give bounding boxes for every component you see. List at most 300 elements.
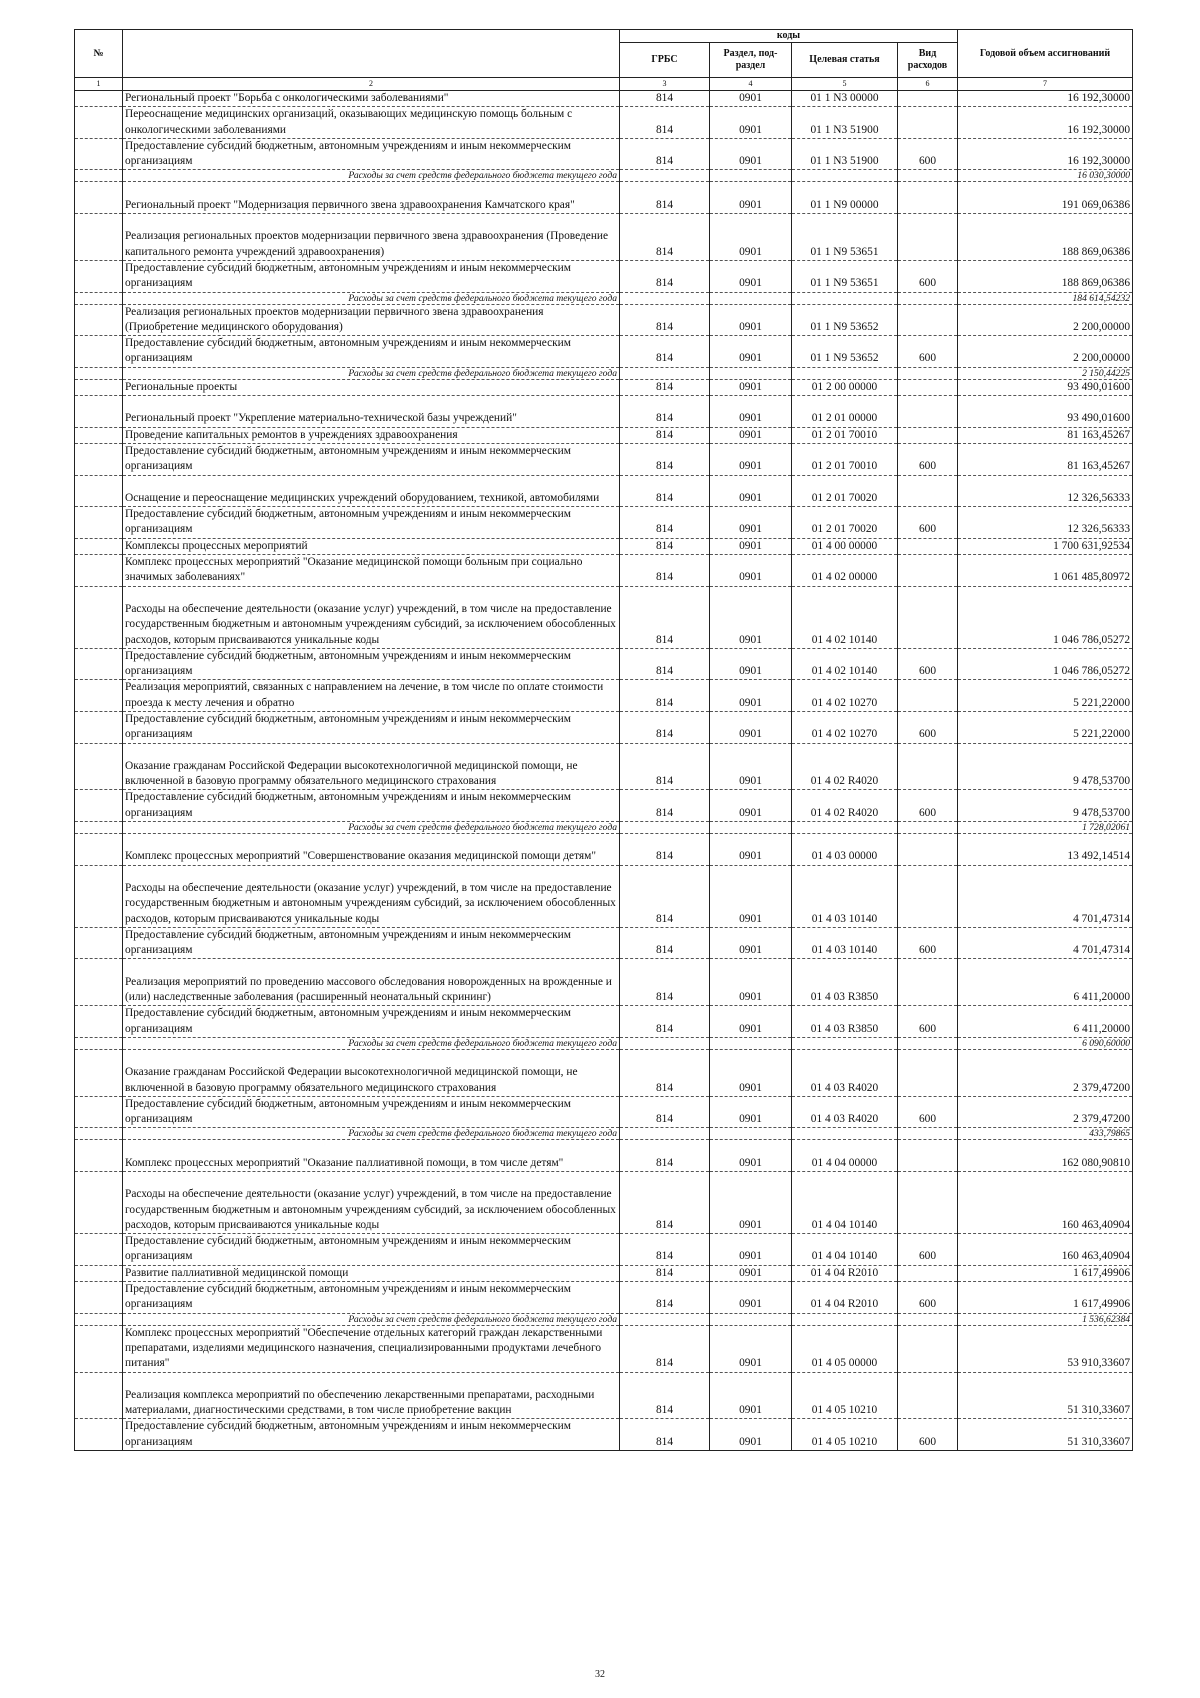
target-code: 01 4 04 00000 — [792, 1140, 898, 1172]
expense-name: Предоставление субсидий бюджетным, автономным учреждениям и иным некоммерческим организациям — [123, 927, 620, 959]
annual-amount: 1 046 786,05272 — [958, 586, 1133, 648]
num-cell — [75, 214, 123, 261]
target-code: 01 4 03 10140 — [792, 927, 898, 959]
expense-type-code — [898, 834, 958, 866]
expense-name: Региональные проекты — [123, 379, 620, 395]
expense-name: Оснащение и переоснащение медицинских учреждений оборудованием, техникой, автомобилями — [123, 475, 620, 507]
target-cell — [792, 292, 898, 304]
budget-sheet — [74, 29, 1133, 1451]
annual-amount: 9 478,53700 — [958, 790, 1133, 822]
annual-amount: 2 200,00000 — [958, 336, 1133, 368]
expense-type-cell — [898, 367, 958, 379]
grbs-code: 814 — [620, 427, 710, 443]
target-code: 01 4 03 R3850 — [792, 1006, 898, 1038]
section-code: 0901 — [710, 1096, 792, 1128]
expense-type-code — [898, 1372, 958, 1419]
expense-name: Предоставление субсидий бюджетным, автономным учреждениям и иным некоммерческим организациям — [123, 1282, 620, 1314]
target-code: 01 4 02 00000 — [792, 555, 898, 587]
grbs-code: 814 — [620, 1265, 710, 1281]
annual-amount: 1 700 631,92534 — [958, 538, 1133, 554]
annual-amount: 2 200,00000 — [958, 304, 1133, 336]
table-row — [75, 138, 1133, 170]
annual-amount: 16 192,30000 — [958, 138, 1133, 170]
section-cell — [710, 1037, 792, 1049]
grbs-code: 814 — [620, 865, 710, 927]
target-code: 01 4 04 10140 — [792, 1172, 898, 1234]
federal-funds-row — [75, 292, 1133, 304]
section-code: 0901 — [710, 1265, 792, 1281]
num-cell — [75, 790, 123, 822]
table-row — [75, 1172, 1133, 1234]
section-code: 0901 — [710, 138, 792, 170]
table-row — [75, 1140, 1133, 1172]
section-code: 0901 — [710, 834, 792, 866]
grbs-code: 814 — [620, 1006, 710, 1038]
table-row — [75, 304, 1133, 336]
expense-type-code — [898, 304, 958, 336]
expense-name: Предоставление субсидий бюджетным, автономным учреждениям и иным некоммерческим организациям — [123, 1419, 620, 1451]
section-code: 0901 — [710, 538, 792, 554]
grbs-code: 814 — [620, 1172, 710, 1234]
grbs-code: 814 — [620, 555, 710, 587]
target-code: 01 4 03 10140 — [792, 865, 898, 927]
section-code: 0901 — [710, 927, 792, 959]
section-code: 0901 — [710, 1140, 792, 1172]
expense-type-code — [898, 396, 958, 428]
expense-name: Расходы на обеспечение деятельности (оказание услуг) учреждений, в том числе на предоставление государственным бюджетным и автономным учреждениям субсидий, за исключением обособленных расходов, которым присваиваются уникальные коды — [123, 586, 620, 648]
target-code: 01 1 N3 51900 — [792, 107, 898, 139]
grbs-code: 814 — [620, 443, 710, 475]
header-codes-group: коды — [620, 30, 958, 43]
target-code: 01 4 02 10270 — [792, 680, 898, 712]
grbs-code: 814 — [620, 648, 710, 680]
section-code: 0901 — [710, 1419, 792, 1451]
table-row — [75, 475, 1133, 507]
table-row — [75, 959, 1133, 1006]
expense-name: Предоставление субсидий бюджетным, автономным учреждениям и иным некоммерческим организациям — [123, 1096, 620, 1128]
num-cell — [75, 182, 123, 214]
section-code: 0901 — [710, 214, 792, 261]
section-code: 0901 — [710, 1049, 792, 1096]
expense-type-cell — [898, 170, 958, 182]
grbs-code: 814 — [620, 711, 710, 743]
target-code: 01 4 04 R2010 — [792, 1265, 898, 1281]
grbs-cell — [620, 1313, 710, 1325]
section-code: 0901 — [710, 443, 792, 475]
expense-name: Предоставление субсидий бюджетным, автономным учреждениям и иным некоммерческим организациям — [123, 648, 620, 680]
grbs-code: 814 — [620, 396, 710, 428]
annual-amount: 6 411,20000 — [958, 959, 1133, 1006]
federal-funds-amount: 1 728,02061 — [958, 822, 1133, 834]
target-cell — [792, 822, 898, 834]
target-cell — [792, 1128, 898, 1140]
page-number: 32 — [595, 1669, 605, 1680]
federal-funds-row — [75, 170, 1133, 182]
expense-name: Оказание гражданам Российской Федерации высокотехнологичной медицинской помощи, не включенной в базовую программу обязательного медицинского страхования — [123, 743, 620, 790]
expense-type-code — [898, 586, 958, 648]
table-row — [75, 214, 1133, 261]
num-cell — [75, 1419, 123, 1451]
num-cell — [75, 1049, 123, 1096]
annual-amount: 160 463,40904 — [958, 1234, 1133, 1266]
target-cell — [792, 1313, 898, 1325]
federal-funds-label: Расходы за счет средств федерального бюджета текущего года — [123, 822, 620, 834]
header-annual: Годовой объем ассигнований — [958, 30, 1133, 78]
header-section: Раздел, под-раздел — [710, 43, 792, 78]
target-code: 01 2 01 70020 — [792, 475, 898, 507]
num-cell — [75, 367, 123, 379]
num-cell — [75, 260, 123, 292]
grbs-code: 814 — [620, 336, 710, 368]
section-code: 0901 — [710, 865, 792, 927]
federal-funds-label: Расходы за счет средств федерального бюджета текущего года — [123, 367, 620, 379]
header-expense-type: Вид расходов — [898, 43, 958, 78]
grbs-code: 814 — [620, 379, 710, 395]
table-row — [75, 1325, 1133, 1372]
table-row — [75, 1372, 1133, 1419]
table-row — [75, 743, 1133, 790]
expense-name: Региональный проект "Модернизация первичного звена здравоохранения Камчатского края" — [123, 182, 620, 214]
target-code: 01 4 02 R4020 — [792, 790, 898, 822]
num-cell — [75, 586, 123, 648]
header-target: Целевая статья — [792, 43, 898, 78]
expense-type-code — [898, 865, 958, 927]
table-row — [75, 680, 1133, 712]
num-cell — [75, 1372, 123, 1419]
section-code: 0901 — [710, 711, 792, 743]
target-code: 01 4 00 00000 — [792, 538, 898, 554]
grbs-code: 814 — [620, 1372, 710, 1419]
expense-name: Оказание гражданам Российской Федерации высокотехнологичной медицинской помощи, не включенной в базовую программу обязательного медицинского страхования — [123, 1049, 620, 1096]
grbs-cell — [620, 822, 710, 834]
annual-amount: 51 310,33607 — [958, 1372, 1133, 1419]
expense-name: Предоставление субсидий бюджетным, автономным учреждениям и иным некоммерческим организациям — [123, 1234, 620, 1266]
table-row — [75, 1006, 1133, 1038]
num-cell — [75, 107, 123, 139]
section-code: 0901 — [710, 396, 792, 428]
table-row — [75, 336, 1133, 368]
section-code: 0901 — [710, 586, 792, 648]
table-row — [75, 790, 1133, 822]
table-row — [75, 555, 1133, 587]
num-cell — [75, 834, 123, 866]
num-cell — [75, 822, 123, 834]
target-cell — [792, 367, 898, 379]
col-number: 6 — [898, 78, 958, 91]
num-cell — [75, 1282, 123, 1314]
target-code: 01 1 N9 53652 — [792, 336, 898, 368]
target-code: 01 4 03 R4020 — [792, 1096, 898, 1128]
annual-amount: 6 411,20000 — [958, 1006, 1133, 1038]
section-cell — [710, 292, 792, 304]
expense-type-code — [898, 91, 958, 107]
table-body — [75, 91, 1133, 1451]
table-row — [75, 648, 1133, 680]
num-cell — [75, 91, 123, 107]
section-code: 0901 — [710, 336, 792, 368]
expense-type-code — [898, 1140, 958, 1172]
annual-amount: 1 061 485,80972 — [958, 555, 1133, 587]
expense-type-code — [898, 1325, 958, 1372]
section-code: 0901 — [710, 1172, 792, 1234]
expense-name: Реализация региональных проектов модернизации первичного звена здравоохранения (Проведение капитального ремонта учреждений здравоохранения) — [123, 214, 620, 261]
expense-type-code — [898, 555, 958, 587]
expense-type-code — [898, 475, 958, 507]
target-code: 01 4 05 00000 — [792, 1325, 898, 1372]
expense-type-cell — [898, 1313, 958, 1325]
grbs-cell — [620, 170, 710, 182]
expense-name: Переоснащение медицинских организаций, оказывающих медицинскую помощь больным с онкологическими заболеваниями — [123, 107, 620, 139]
expense-type-code: 600 — [898, 1006, 958, 1038]
expense-type-code — [898, 743, 958, 790]
federal-funds-label: Расходы за счет средств федерального бюджета текущего года — [123, 1037, 620, 1049]
target-code: 01 4 02 10140 — [792, 586, 898, 648]
num-cell — [75, 1265, 123, 1281]
section-code: 0901 — [710, 182, 792, 214]
target-code: 01 2 01 70010 — [792, 443, 898, 475]
expense-type-code: 600 — [898, 1096, 958, 1128]
section-cell — [710, 367, 792, 379]
grbs-code: 814 — [620, 91, 710, 107]
num-cell — [75, 1140, 123, 1172]
annual-amount: 53 910,33607 — [958, 1325, 1133, 1372]
annual-amount: 5 221,22000 — [958, 711, 1133, 743]
expense-name: Предоставление субсидий бюджетным, автономным учреждениям и иным некоммерческим организациям — [123, 260, 620, 292]
table-row — [75, 427, 1133, 443]
num-cell — [75, 1128, 123, 1140]
annual-amount: 2 379,47200 — [958, 1096, 1133, 1128]
num-cell — [75, 1172, 123, 1234]
expense-type-code: 600 — [898, 927, 958, 959]
expense-type-code — [898, 182, 958, 214]
grbs-code: 814 — [620, 834, 710, 866]
grbs-code: 814 — [620, 304, 710, 336]
table-row — [75, 834, 1133, 866]
section-code: 0901 — [710, 91, 792, 107]
expense-name: Развитие паллиативной медицинской помощи — [123, 1265, 620, 1281]
expense-type-cell — [898, 1037, 958, 1049]
num-cell — [75, 304, 123, 336]
target-code: 01 4 03 R3850 — [792, 959, 898, 1006]
federal-funds-amount: 433,79865 — [958, 1128, 1133, 1140]
grbs-code: 814 — [620, 475, 710, 507]
table-row — [75, 91, 1133, 107]
expense-name: Реализация комплекса мероприятий по обеспечению лекарственными препаратами, расходными материалами, диагностическими средствами, в том числе приобретение вакцин — [123, 1372, 620, 1419]
federal-funds-row — [75, 1037, 1133, 1049]
expense-type-code: 600 — [898, 336, 958, 368]
num-cell — [75, 1313, 123, 1325]
grbs-code: 814 — [620, 1234, 710, 1266]
num-cell — [75, 396, 123, 428]
expense-type-code: 600 — [898, 1282, 958, 1314]
target-code: 01 1 N3 51900 — [792, 138, 898, 170]
annual-amount: 1 046 786,05272 — [958, 648, 1133, 680]
expense-type-code — [898, 959, 958, 1006]
federal-funds-row — [75, 1128, 1133, 1140]
num-cell — [75, 927, 123, 959]
grbs-code: 814 — [620, 927, 710, 959]
section-code: 0901 — [710, 1282, 792, 1314]
num-cell — [75, 336, 123, 368]
col-number: 1 — [75, 78, 123, 91]
annual-amount: 2 379,47200 — [958, 1049, 1133, 1096]
num-cell — [75, 555, 123, 587]
section-code: 0901 — [710, 1006, 792, 1038]
table-row — [75, 927, 1133, 959]
section-code: 0901 — [710, 1325, 792, 1372]
expense-type-code: 600 — [898, 1419, 958, 1451]
expense-name: Проведение капитальных ремонтов в учреждениях здравоохранения — [123, 427, 620, 443]
header-grbs: ГРБС — [620, 43, 710, 78]
num-cell — [75, 743, 123, 790]
grbs-code: 814 — [620, 182, 710, 214]
table-row — [75, 507, 1133, 539]
target-code: 01 4 02 10140 — [792, 648, 898, 680]
federal-funds-row — [75, 1313, 1133, 1325]
grbs-code: 814 — [620, 107, 710, 139]
col-number: 7 — [958, 78, 1133, 91]
target-code: 01 2 01 00000 — [792, 396, 898, 428]
federal-funds-label: Расходы за счет средств федерального бюджета текущего года — [123, 292, 620, 304]
grbs-code: 814 — [620, 1049, 710, 1096]
num-cell — [75, 138, 123, 170]
grbs-cell — [620, 367, 710, 379]
target-code: 01 2 00 00000 — [792, 379, 898, 395]
section-code: 0901 — [710, 790, 792, 822]
section-code: 0901 — [710, 304, 792, 336]
target-cell — [792, 170, 898, 182]
annual-amount: 188 869,06386 — [958, 260, 1133, 292]
target-cell — [792, 1037, 898, 1049]
table-row — [75, 1234, 1133, 1266]
col-number: 3 — [620, 78, 710, 91]
federal-funds-label: Расходы за счет средств федерального бюджета текущего года — [123, 1128, 620, 1140]
expense-type-code: 600 — [898, 260, 958, 292]
annual-amount: 16 192,30000 — [958, 107, 1133, 139]
federal-funds-row — [75, 367, 1133, 379]
grbs-code: 814 — [620, 680, 710, 712]
annual-amount: 1 617,49906 — [958, 1265, 1133, 1281]
expense-type-code — [898, 680, 958, 712]
section-code: 0901 — [710, 1234, 792, 1266]
annual-amount: 81 163,45267 — [958, 427, 1133, 443]
federal-funds-label: Расходы за счет средств федерального бюджета текущего года — [123, 170, 620, 182]
expense-name: Региональный проект "Укрепление материально-технической базы учреждений" — [123, 396, 620, 428]
expense-type-code — [898, 427, 958, 443]
expense-name: Реализация мероприятий по проведению массового обследования новорожденных на врожденные и (или) наследственные заболевания (расширенный неонатальный скрининг) — [123, 959, 620, 1006]
expense-name: Расходы на обеспечение деятельности (оказание услуг) учреждений, в том числе на предоставление государственным бюджетным и автономным учреждениям субсидий, за исключением обособленных расходов, которым присваиваются уникальные коды — [123, 1172, 620, 1234]
target-code: 01 4 05 10210 — [792, 1372, 898, 1419]
grbs-cell — [620, 1037, 710, 1049]
expense-name: Предоставление субсидий бюджетным, автономным учреждениям и иным некоммерческим организациям — [123, 711, 620, 743]
section-code: 0901 — [710, 1372, 792, 1419]
section-code: 0901 — [710, 507, 792, 539]
expense-type-code — [898, 1172, 958, 1234]
expense-name: Комплекс процессных мероприятий "Оказание паллиативной помощи, в том числе детям" — [123, 1140, 620, 1172]
section-code: 0901 — [710, 427, 792, 443]
table-row — [75, 107, 1133, 139]
num-cell — [75, 711, 123, 743]
annual-amount: 16 192,30000 — [958, 91, 1133, 107]
federal-funds-amount: 2 150,44225 — [958, 367, 1133, 379]
col-number: 2 — [123, 78, 620, 91]
num-cell — [75, 427, 123, 443]
federal-funds-amount: 6 090,60000 — [958, 1037, 1133, 1049]
num-cell — [75, 292, 123, 304]
federal-funds-amount: 16 030,30000 — [958, 170, 1133, 182]
grbs-code: 814 — [620, 1096, 710, 1128]
grbs-code: 814 — [620, 138, 710, 170]
section-code: 0901 — [710, 107, 792, 139]
grbs-cell — [620, 1128, 710, 1140]
annual-amount: 1 617,49906 — [958, 1282, 1133, 1314]
table-row — [75, 538, 1133, 554]
section-code: 0901 — [710, 379, 792, 395]
target-code: 01 2 01 70010 — [792, 427, 898, 443]
section-cell — [710, 1128, 792, 1140]
annual-amount: 188 869,06386 — [958, 214, 1133, 261]
expense-type-code — [898, 1049, 958, 1096]
expense-name: Предоставление субсидий бюджетным, автономным учреждениям и иным некоммерческим организациям — [123, 1006, 620, 1038]
num-cell — [75, 865, 123, 927]
section-cell — [710, 822, 792, 834]
section-cell — [710, 170, 792, 182]
annual-amount: 191 069,06386 — [958, 182, 1133, 214]
section-cell — [710, 1313, 792, 1325]
expense-type-cell — [898, 822, 958, 834]
grbs-code: 814 — [620, 214, 710, 261]
num-cell — [75, 1006, 123, 1038]
table-row — [75, 182, 1133, 214]
grbs-code: 814 — [620, 586, 710, 648]
expense-type-code: 600 — [898, 507, 958, 539]
grbs-cell — [620, 292, 710, 304]
annual-amount: 9 478,53700 — [958, 743, 1133, 790]
header-name-blank — [123, 30, 620, 78]
target-code: 01 2 01 70020 — [792, 507, 898, 539]
num-cell — [75, 1234, 123, 1266]
num-cell — [75, 475, 123, 507]
expense-name: Реализация мероприятий, связанных с направлением на лечение, в том числе по оплате стоимости проезда к месту лечения и обратно — [123, 680, 620, 712]
section-code: 0901 — [710, 648, 792, 680]
target-code: 01 4 02 R4020 — [792, 743, 898, 790]
section-code: 0901 — [710, 743, 792, 790]
federal-funds-row — [75, 822, 1133, 834]
grbs-code: 814 — [620, 1282, 710, 1314]
target-code: 01 4 05 10210 — [792, 1419, 898, 1451]
expense-type-code: 600 — [898, 1234, 958, 1266]
grbs-code: 814 — [620, 507, 710, 539]
target-code: 01 1 N3 00000 — [792, 91, 898, 107]
target-code: 01 1 N9 00000 — [792, 182, 898, 214]
annual-amount: 12 326,56333 — [958, 475, 1133, 507]
table-row — [75, 379, 1133, 395]
federal-funds-amount: 184 614,54232 — [958, 292, 1133, 304]
grbs-code: 814 — [620, 743, 710, 790]
expense-name: Реализация региональных проектов модернизации первичного звена здравоохранения (Приобретение медицинского оборудования) — [123, 304, 620, 336]
table-row — [75, 1282, 1133, 1314]
expense-type-code — [898, 1265, 958, 1281]
table-row — [75, 1265, 1133, 1281]
num-cell — [75, 959, 123, 1006]
expense-name: Комплекс процессных мероприятий "Обеспечение отдельных категорий граждан лекарственными препаратами, изделиями медицинского назначения, специализированными продуктами лечебного питания" — [123, 1325, 620, 1372]
grbs-code: 814 — [620, 538, 710, 554]
num-cell — [75, 1037, 123, 1049]
grbs-code: 814 — [620, 1140, 710, 1172]
grbs-code: 814 — [620, 1325, 710, 1372]
num-cell — [75, 648, 123, 680]
grbs-code: 814 — [620, 260, 710, 292]
